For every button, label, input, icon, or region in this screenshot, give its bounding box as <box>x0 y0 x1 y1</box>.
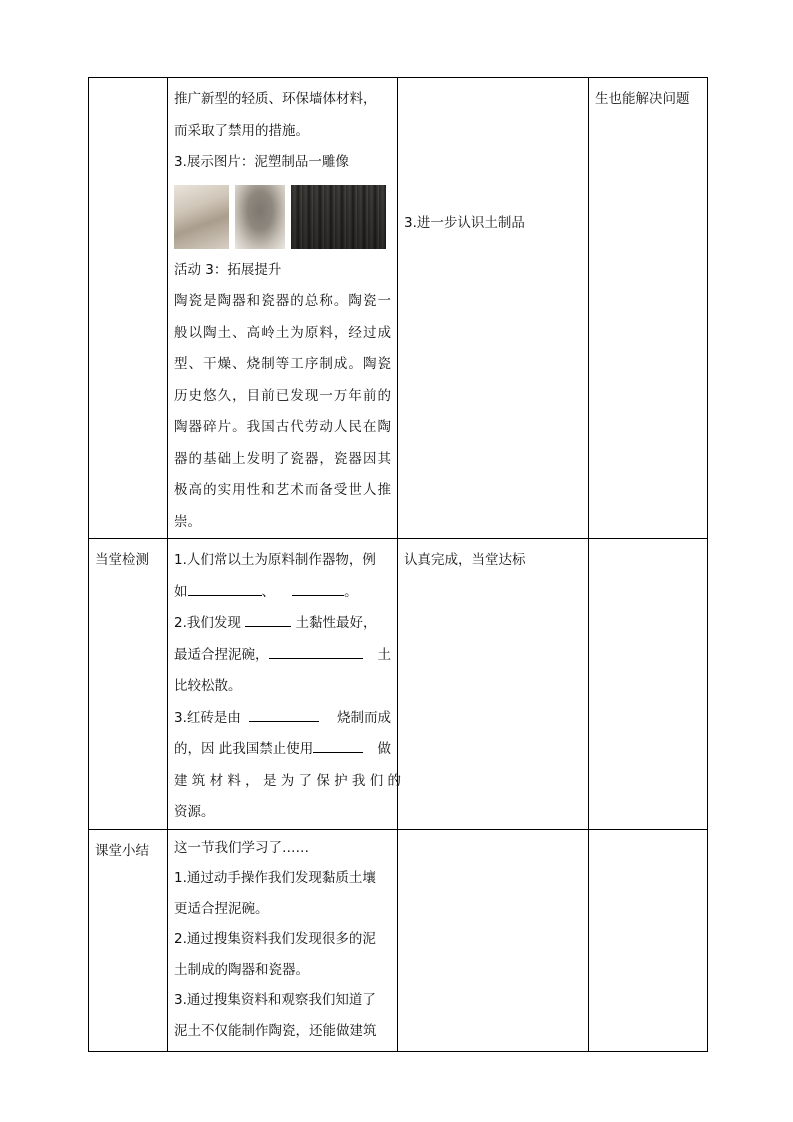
question-text: 土 <box>377 646 391 663</box>
question-text: 、 <box>261 583 275 600</box>
question-text: 如 <box>174 583 188 600</box>
answer-blank[interactable] <box>249 707 319 722</box>
table-row <box>89 829 708 1051</box>
question-line: 建 筑 材 料 ， 是 为 了 保 护 我 们 的 <box>174 772 401 789</box>
text-line: 1.通过动手操作我们发现黏质土壤 <box>174 870 376 886</box>
question-line <box>174 640 391 672</box>
lesson-plan-table <box>88 77 708 1052</box>
stage-label: 当堂检测 <box>95 552 149 568</box>
terracotta-warriors-photo <box>291 185 386 249</box>
text-line: 3.展示图片：泥塑制品一雕像 <box>174 154 349 170</box>
text-line: 陶瓷是陶器和瓷器的总称。陶瓷一 <box>174 293 391 309</box>
question-text: 。 <box>344 583 358 600</box>
answer-blank[interactable] <box>269 644 363 659</box>
answer-blank[interactable] <box>245 612 291 627</box>
question-line <box>174 577 391 609</box>
design-intent-cell <box>589 78 708 539</box>
question-line <box>174 703 391 735</box>
question-text: 土黏性最好， <box>295 615 377 631</box>
text-line: 土制成的陶器和瓷器。 <box>174 961 309 978</box>
table-row <box>89 539 708 830</box>
text-line: 2.通过搜集资料我们发现很多的泥 <box>174 931 376 947</box>
teacher-activity-cell <box>168 829 398 1051</box>
text-line: 这一节我们学习了…… <box>174 839 309 856</box>
question-line: 1.人们常以土为原料制作器物，例 <box>174 552 376 568</box>
design-intent-cell <box>589 539 708 830</box>
stage-cell <box>89 539 168 830</box>
text-line: 认真完成，当堂达标 <box>404 552 526 568</box>
design-intent-cell <box>589 829 708 1051</box>
text-line: 崇。 <box>174 513 201 530</box>
stage-cell <box>89 829 168 1051</box>
text-line: 泥土不仅能制作陶瓷，还能做建筑 <box>174 1022 377 1039</box>
question-line <box>174 608 391 640</box>
student-activity-cell <box>398 539 589 830</box>
question-line: 资源。 <box>174 804 215 820</box>
text-line: 陶器碎片。我国古代劳动人民在陶 <box>174 419 391 435</box>
question-text: 做 <box>377 741 391 757</box>
text-line: 般以陶土、高岭土为原料，经过成 <box>174 324 391 341</box>
answer-blank[interactable] <box>188 581 262 596</box>
question-text: 2.我们发现 <box>174 615 241 631</box>
buddha-statue-photo <box>235 185 285 249</box>
text-line: 而采取了禁用的措施。 <box>174 122 309 139</box>
text-line: 推广新型的轻质、环保墙体材料， <box>174 91 377 107</box>
text-line: 更适合捏泥碗。 <box>174 900 269 917</box>
image-strip <box>174 185 391 249</box>
stage-cell <box>89 78 168 539</box>
question-line <box>174 734 391 766</box>
question-text: 最适合捏泥碗， <box>174 646 269 663</box>
stage-label: 课堂小结 <box>95 842 149 859</box>
text-line: 极高的实用性和艺术而备受世人推 <box>174 482 391 498</box>
text-line: 器的基础上发明了瓷器，瓷器因其 <box>174 450 391 467</box>
text-line: 生也能解决问题 <box>595 91 690 107</box>
answer-blank[interactable] <box>313 738 363 753</box>
question-text: 烧制而成 <box>337 709 391 726</box>
text-line: 3.进一步认识土制品 <box>404 215 525 231</box>
teacher-activity-cell <box>168 539 401 830</box>
statue-photo <box>174 185 229 249</box>
question-text: 的，因 此我国禁止使用 <box>174 741 314 757</box>
text-line: 3.通过搜集资料和观察我们知道了 <box>174 992 376 1008</box>
activity-title: 活动 3：拓展提升 <box>174 261 282 278</box>
table-row <box>89 78 708 539</box>
text-line: 型、干燥、烧制等工序制成。陶瓷 <box>174 356 391 372</box>
text-line: 历史悠久，目前已发现一万年前的 <box>174 387 391 404</box>
student-activity-cell <box>398 78 589 539</box>
answer-blank[interactable] <box>292 581 344 596</box>
question-text: 3.红砖是由 <box>174 709 241 726</box>
teacher-activity-cell <box>168 78 398 539</box>
question-line: 比较松散。 <box>174 678 242 694</box>
student-activity-cell <box>398 829 589 1051</box>
